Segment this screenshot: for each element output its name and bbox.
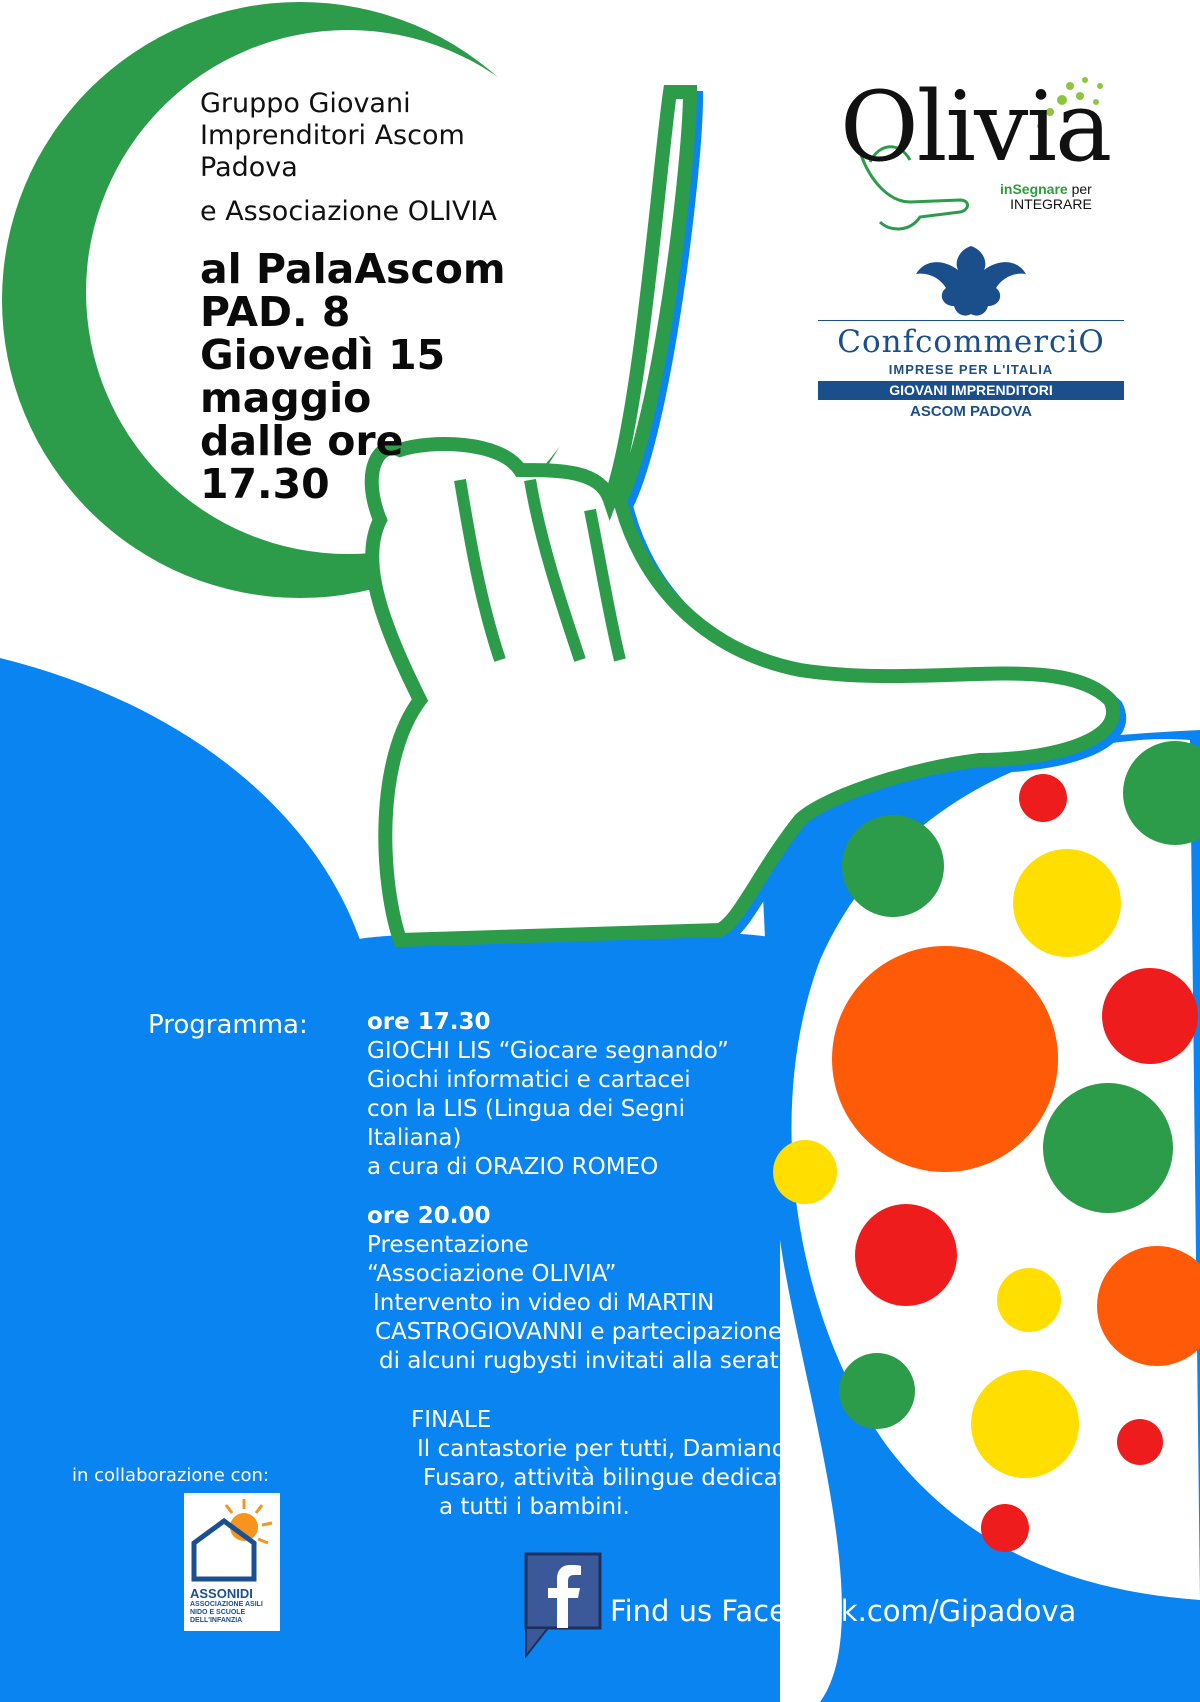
- program-finale-title: FINALE: [411, 1407, 492, 1433]
- program-label: Programma:: [148, 1010, 308, 1040]
- headline-from: dalle ore: [200, 417, 404, 465]
- program-1-line-4: Italiana): [367, 1125, 462, 1151]
- program-time-2: ore 20.00: [367, 1203, 491, 1229]
- organizer-line-2: Imprenditori Ascom: [200, 120, 465, 151]
- dot-yellow-1: [1013, 849, 1121, 957]
- confcommercio-name: ConfcommerciO: [837, 324, 1105, 360]
- program-2-line-2: “Associazione OLIVIA”: [367, 1261, 617, 1287]
- program-3-line-1: Il cantastorie per tutti, Damiano: [417, 1436, 786, 1462]
- program-3-line-3: a tutti i bambini.: [439, 1494, 630, 1520]
- program-1-line-1: GIOCHI LIS “Giocare segnando”: [367, 1038, 729, 1064]
- dot-yellow-3: [997, 1268, 1061, 1332]
- dot-green-2: [842, 815, 944, 917]
- dot-red-3: [855, 1204, 957, 1306]
- olivia-logo: [800, 72, 1130, 242]
- program-3-line-2: Fusaro, attività bilingue dedicata: [423, 1465, 801, 1491]
- confcommercio-city: ASCOM PADOVA: [910, 403, 1032, 420]
- assonidi-logo: [184, 1493, 280, 1631]
- program-1-line-3: con la LIS (Lingua dei Segni: [367, 1096, 686, 1122]
- co-organizer-line: e Associazione OLIVIA: [200, 196, 497, 227]
- confcommercio-subtitle: IMPRESE PER L'ITALIA: [888, 362, 1054, 377]
- dot-orange-1: [832, 946, 1058, 1172]
- program-1-line-2: Giochi informatici e cartacei: [367, 1067, 691, 1093]
- olivia-tagline: [1000, 182, 1092, 212]
- event-headline: [200, 245, 540, 508]
- program-2-line-3: Intervento in video di MARTIN: [373, 1290, 715, 1316]
- dot-red-4: [1117, 1419, 1163, 1465]
- confcommercio-rule: [818, 320, 1124, 321]
- headline-venue: al PalaAscom: [200, 245, 506, 293]
- headline-pavilion: PAD. 8: [200, 288, 351, 336]
- program-time-1: ore 17.30: [367, 1009, 491, 1035]
- assonidi-name: ASSONIDI: [190, 1586, 253, 1601]
- dot-green-4: [839, 1353, 915, 1429]
- olivia-tag-green: inSegnare: [1000, 181, 1068, 197]
- dot-red-5: [981, 1504, 1029, 1552]
- olivia-tag-per: per: [1067, 181, 1092, 197]
- program-1-line-5: a cura di ORAZIO ROMEO: [367, 1154, 659, 1180]
- olivia-tag-line2: INTEGRARE: [1010, 196, 1092, 212]
- assonidi-description: ASSOCIAZIONE ASILI NIDO E SCUOLE DELL'INFANZIA: [190, 1601, 263, 1624]
- organizer-line-1: Gruppo Giovani: [200, 88, 411, 119]
- house-sun-icon: [184, 1493, 280, 1585]
- program-2-line-4: CASTROGIOVANNI e partecipazione: [375, 1319, 783, 1345]
- confcommercio-band: GIOVANI IMPRENDITORI: [818, 381, 1124, 400]
- olivia-wordmark: Olivia: [840, 71, 1111, 183]
- dot-yellow-4: [971, 1370, 1079, 1478]
- headline-month: maggio: [200, 374, 372, 422]
- organizer-line-3: Padova: [200, 152, 298, 183]
- confcommercio-logo: [818, 240, 1124, 430]
- program-2-line-5: di alcuni rugbysti invitati alla serata.: [379, 1348, 801, 1374]
- eagle-emblem-icon: [818, 240, 1124, 320]
- facebook-icon[interactable]: [524, 1552, 602, 1658]
- organizers-text: [200, 88, 497, 228]
- facebook-link-text[interactable]: Find us Facebook.com/Gipadova: [610, 1594, 1077, 1628]
- program-list: [367, 1008, 837, 1522]
- program-2-line-1: Presentazione: [367, 1232, 529, 1258]
- dot-green-3: [1043, 1083, 1173, 1213]
- blue-wave-area: [0, 658, 360, 1702]
- headline-day: Giovedì 15: [200, 331, 446, 379]
- headline-time: 17.30: [200, 460, 330, 508]
- dot-red-2: [1102, 968, 1198, 1064]
- dot-red-1: [1019, 774, 1067, 822]
- collaboration-label: in collaborazione con:: [72, 1465, 269, 1486]
